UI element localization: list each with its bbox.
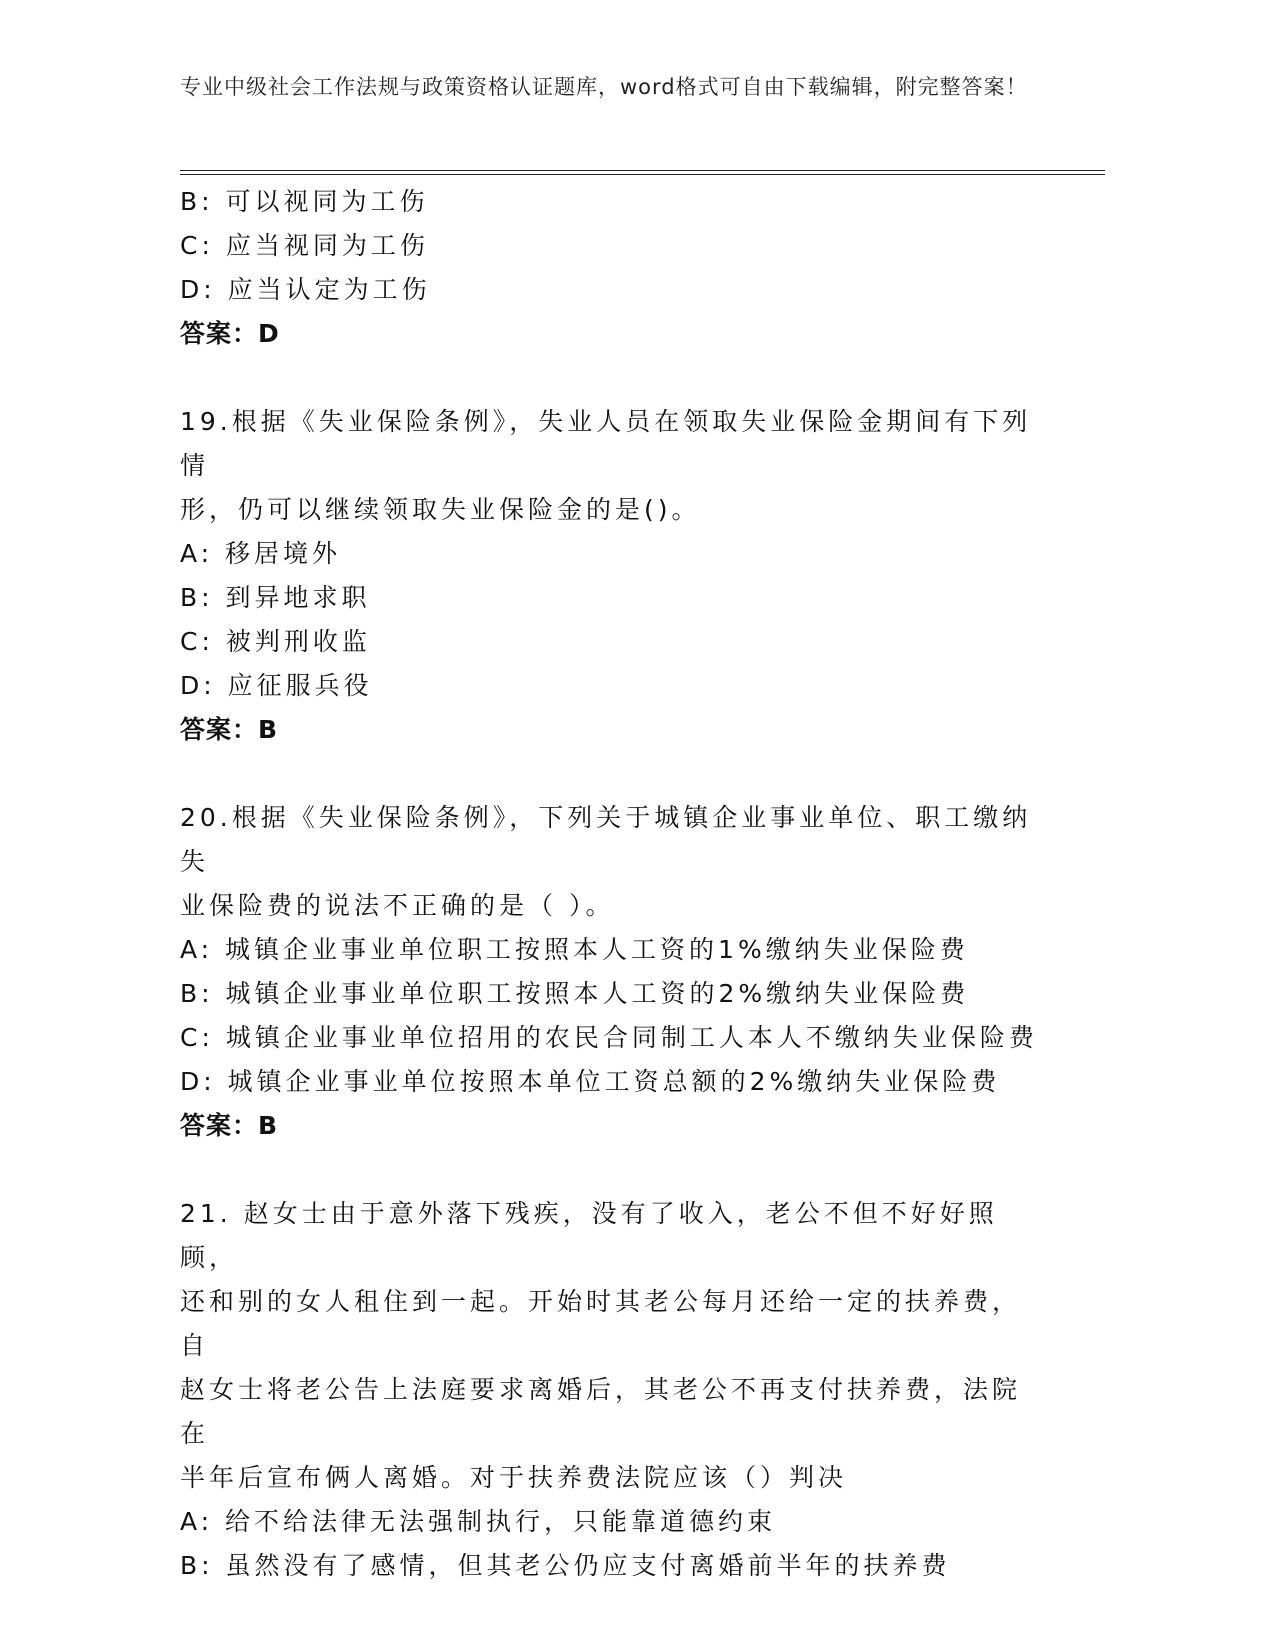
option-b: B: 到异地求职 bbox=[180, 583, 371, 612]
question-stem: 21. 赵女士由于意外落下残疾，没有了收入，老公不但不好好照顾， bbox=[180, 1199, 998, 1272]
question-stem: 还和别的女人租住到一起。开始时其老公每月还给一定的扶养费，自 bbox=[180, 1287, 1022, 1360]
option-b: B: 虽然没有了感情，但其老公仍应支付离婚前半年的扶养费 bbox=[180, 1551, 951, 1580]
option-d: D: 应征服兵役 bbox=[180, 671, 373, 700]
question-stem: 业保险费的说法不正确的是（ ）。 bbox=[180, 891, 615, 920]
question-stem: 赵女士将老公告上法庭要求离婚后，其老公不再支付扶养费，法院在 bbox=[180, 1375, 1022, 1448]
question-stem: 半年后宣布俩人离婚。对于扶养费法院应该（）判决 bbox=[180, 1463, 848, 1492]
option-d: D: 城镇企业事业单位按照本单位工资总额的2%缴纳失业保险费 bbox=[180, 1067, 1001, 1096]
option-c: C: 城镇企业事业单位招用的农民合同制工人本人不缴纳失业保险费 bbox=[180, 1023, 1038, 1052]
question-stem: 形，仍可以继续领取失业保险金的是()。 bbox=[180, 495, 701, 524]
answer-label: 答案：B bbox=[180, 715, 279, 744]
question-content bbox=[180, 180, 1040, 1588]
option-c: C: 被判刑收监 bbox=[180, 627, 371, 656]
page-header: 专业中级社会工作法规与政策资格认证题库，word格式可自由下载编辑，附完整答案！ bbox=[180, 75, 1028, 99]
question-stem: 19.根据《失业保险条例》，失业人员在领取失业保险金期间有下列情 bbox=[180, 407, 1032, 480]
option-a: A: 城镇企业事业单位职工按照本人工资的1%缴纳失业保险费 bbox=[180, 935, 969, 964]
header-divider bbox=[180, 170, 1105, 175]
option-a: A: 移居境外 bbox=[180, 539, 342, 568]
answer-label: 答案：D bbox=[180, 319, 280, 348]
option-c: C: 应当视同为工伤 bbox=[180, 231, 429, 260]
question-stem: 20.根据《失业保险条例》，下列关于城镇企业事业单位、职工缴纳失 bbox=[180, 803, 1032, 876]
option-d: D: 应当认定为工伤 bbox=[180, 275, 431, 304]
answer-label: 答案：B bbox=[180, 1111, 279, 1140]
option-b: B: 城镇企业事业单位职工按照本人工资的2%缴纳失业保险费 bbox=[180, 979, 970, 1008]
option-a: A: 给不给法律无法强制执行，只能靠道德约束 bbox=[180, 1507, 777, 1536]
option-b: B: 可以视同为工伤 bbox=[180, 187, 429, 216]
